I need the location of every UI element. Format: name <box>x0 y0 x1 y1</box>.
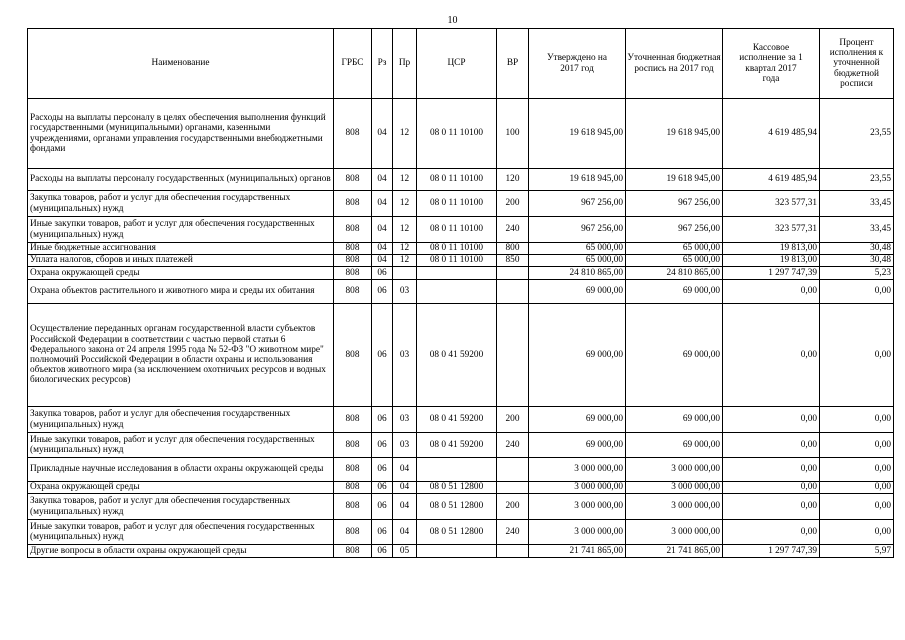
cell-name: Закупка товаров, работ и услуг для обеспечения государственных (муниципальных) нужд <box>28 407 334 433</box>
table-row <box>28 243 894 255</box>
cell-percent: 23,55 <box>820 99 894 169</box>
cell-approved: 3 000 000,00 <box>529 494 626 520</box>
cell-grbs: 808 <box>334 407 372 433</box>
cell-refined: 65 000,00 <box>626 243 723 255</box>
cell-pr: 03 <box>393 433 417 458</box>
cell-name: Другие вопросы в области охраны окружающей среды <box>28 545 334 558</box>
table-row <box>28 458 894 482</box>
cell-approved: 3 000 000,00 <box>529 482 626 494</box>
cell-percent: 23,55 <box>820 169 894 191</box>
cell-percent: 0,00 <box>820 482 894 494</box>
cell-approved: 3 000 000,00 <box>529 520 626 545</box>
cell-percent: 0,00 <box>820 520 894 545</box>
cell-grbs: 808 <box>334 169 372 191</box>
cell-name: Охрана окружающей среды <box>28 482 334 494</box>
table-row <box>28 494 894 520</box>
cell-refined: 967 256,00 <box>626 217 723 243</box>
cell-vr: 120 <box>497 169 529 191</box>
cell-name: Охрана объектов растительного и животного мира и среды их обитания <box>28 280 334 304</box>
cell-name: Иные закупки товаров, работ и услуг для обеспечения государственных (муниципальных) нужд <box>28 433 334 458</box>
cell-vr <box>497 458 529 482</box>
cell-pr: 03 <box>393 280 417 304</box>
cell-rz: 04 <box>372 217 393 243</box>
cell-pr: 12 <box>393 99 417 169</box>
cell-cash: 0,00 <box>723 407 820 433</box>
cell-pr: 05 <box>393 545 417 558</box>
cell-csr: 08 0 41 59200 <box>417 407 497 433</box>
cell-csr: 08 0 51 12800 <box>417 494 497 520</box>
cell-approved: 69 000,00 <box>529 433 626 458</box>
cell-name: Уплата налогов, сборов и иных платежей <box>28 255 334 267</box>
header-vr: ВР <box>497 29 529 99</box>
cell-rz: 04 <box>372 255 393 267</box>
budget-execution-table <box>27 28 894 558</box>
header-csr: ЦСР <box>417 29 497 99</box>
cell-approved: 69 000,00 <box>529 280 626 304</box>
cell-cash: 1 297 747,39 <box>723 545 820 558</box>
header-rz: Рз <box>372 29 393 99</box>
cell-cash: 0,00 <box>723 520 820 545</box>
cell-cash: 0,00 <box>723 304 820 407</box>
cell-vr: 200 <box>497 407 529 433</box>
table-row <box>28 304 894 407</box>
cell-cash: 323 577,31 <box>723 217 820 243</box>
cell-refined: 69 000,00 <box>626 407 723 433</box>
cell-vr <box>497 267 529 280</box>
table-row <box>28 255 894 267</box>
cell-approved: 3 000 000,00 <box>529 458 626 482</box>
cell-percent: 5,97 <box>820 545 894 558</box>
cell-rz: 04 <box>372 169 393 191</box>
cell-refined: 21 741 865,00 <box>626 545 723 558</box>
cell-grbs: 808 <box>334 494 372 520</box>
cell-cash: 4 619 485,94 <box>723 99 820 169</box>
table-row <box>28 191 894 217</box>
cell-csr: 08 0 41 59200 <box>417 304 497 407</box>
cell-name: Иные бюджетные ассигнования <box>28 243 334 255</box>
cell-name: Иные закупки товаров, работ и услуг для обеспечения государственных (муниципальных) нужд <box>28 217 334 243</box>
cell-percent: 30,48 <box>820 243 894 255</box>
cell-grbs: 808 <box>334 267 372 280</box>
cell-refined: 967 256,00 <box>626 191 723 217</box>
cell-percent: 33,45 <box>820 191 894 217</box>
cell-pr <box>393 267 417 280</box>
cell-name: Осуществление переданных органам государственной власти субъектов Российской Федерации в соответствии с частью первой статьи 6 Федерального закона от 24 апреля 1995 года № 52-ФЗ "О животном мире" полномочий Российской Федерации в области охраны и использования объектов животного мира (за исключением охотничьих ресурсов и водных биологических ресурсов) <box>28 304 334 407</box>
cell-vr <box>497 545 529 558</box>
cell-vr: 200 <box>497 494 529 520</box>
table-row <box>28 217 894 243</box>
cell-percent: 0,00 <box>820 304 894 407</box>
cell-refined: 3 000 000,00 <box>626 458 723 482</box>
cell-grbs: 808 <box>334 482 372 494</box>
cell-vr <box>497 304 529 407</box>
cell-grbs: 808 <box>334 304 372 407</box>
cell-csr: 08 0 11 10100 <box>417 99 497 169</box>
cell-approved: 19 618 945,00 <box>529 169 626 191</box>
cell-vr: 240 <box>497 433 529 458</box>
cell-csr: 08 0 41 59200 <box>417 433 497 458</box>
cell-name: Охрана окружающей среды <box>28 267 334 280</box>
cell-pr: 03 <box>393 407 417 433</box>
cell-approved: 967 256,00 <box>529 217 626 243</box>
cell-vr: 200 <box>497 191 529 217</box>
cell-grbs: 808 <box>334 191 372 217</box>
cell-approved: 24 810 865,00 <box>529 267 626 280</box>
table-header-row <box>28 29 894 99</box>
cell-csr: 08 0 51 12800 <box>417 520 497 545</box>
cell-pr: 03 <box>393 304 417 407</box>
cell-pr: 04 <box>393 458 417 482</box>
table-row <box>28 99 894 169</box>
cell-approved: 65 000,00 <box>529 255 626 267</box>
cell-grbs: 808 <box>334 545 372 558</box>
table-row <box>28 280 894 304</box>
cell-vr <box>497 280 529 304</box>
cell-csr: 08 0 51 12800 <box>417 482 497 494</box>
cell-pr: 12 <box>393 217 417 243</box>
cell-cash: 0,00 <box>723 458 820 482</box>
cell-cash: 0,00 <box>723 482 820 494</box>
table-row <box>28 169 894 191</box>
cell-csr: 08 0 11 10100 <box>417 243 497 255</box>
table-body <box>28 99 894 558</box>
cell-cash: 4 619 485,94 <box>723 169 820 191</box>
cell-pr: 12 <box>393 255 417 267</box>
header-grbs: ГРБС <box>334 29 372 99</box>
cell-grbs: 808 <box>334 520 372 545</box>
cell-csr <box>417 458 497 482</box>
cell-approved: 19 618 945,00 <box>529 99 626 169</box>
cell-name: Закупка товаров, работ и услуг для обеспечения государственных (муниципальных) нужд <box>28 494 334 520</box>
header-refined: Уточненная бюджетная роспись на 2017 год <box>626 29 723 99</box>
cell-rz: 06 <box>372 545 393 558</box>
cell-cash: 0,00 <box>723 494 820 520</box>
cell-csr <box>417 267 497 280</box>
cell-vr: 800 <box>497 243 529 255</box>
cell-cash: 1 297 747,39 <box>723 267 820 280</box>
cell-vr: 240 <box>497 520 529 545</box>
table-row <box>28 520 894 545</box>
header-approved: Утверждено на 2017 год <box>529 29 626 99</box>
cell-csr: 08 0 11 10100 <box>417 217 497 243</box>
cell-vr: 240 <box>497 217 529 243</box>
cell-percent: 0,00 <box>820 433 894 458</box>
cell-approved: 69 000,00 <box>529 304 626 407</box>
cell-percent: 33,45 <box>820 217 894 243</box>
cell-rz: 06 <box>372 458 393 482</box>
cell-refined: 19 618 945,00 <box>626 99 723 169</box>
cell-refined: 19 618 945,00 <box>626 169 723 191</box>
cell-name: Иные закупки товаров, работ и услуг для обеспечения государственных (муниципальных) нужд <box>28 520 334 545</box>
cell-grbs: 808 <box>334 433 372 458</box>
cell-approved: 21 741 865,00 <box>529 545 626 558</box>
cell-vr: 850 <box>497 255 529 267</box>
cell-refined: 69 000,00 <box>626 304 723 407</box>
cell-rz: 06 <box>372 407 393 433</box>
cell-refined: 69 000,00 <box>626 280 723 304</box>
cell-cash: 19 813,00 <box>723 255 820 267</box>
cell-refined: 3 000 000,00 <box>626 482 723 494</box>
cell-grbs: 808 <box>334 217 372 243</box>
cell-vr <box>497 482 529 494</box>
cell-approved: 65 000,00 <box>529 243 626 255</box>
cell-cash: 323 577,31 <box>723 191 820 217</box>
table-row <box>28 267 894 280</box>
cell-pr: 12 <box>393 169 417 191</box>
table-row <box>28 482 894 494</box>
table-row <box>28 433 894 458</box>
cell-rz: 04 <box>372 99 393 169</box>
cell-name: Расходы на выплаты персоналу государственных (муниципальных) органов <box>28 169 334 191</box>
header-percent: Процент исполнения к уточненной бюджетной росписи <box>820 29 894 99</box>
cell-cash: 0,00 <box>723 433 820 458</box>
cell-grbs: 808 <box>334 280 372 304</box>
cell-refined: 65 000,00 <box>626 255 723 267</box>
cell-rz: 04 <box>372 243 393 255</box>
cell-rz: 06 <box>372 520 393 545</box>
cell-cash: 19 813,00 <box>723 243 820 255</box>
cell-refined: 24 810 865,00 <box>626 267 723 280</box>
cell-rz: 06 <box>372 433 393 458</box>
cell-percent: 30,48 <box>820 255 894 267</box>
cell-name: Расходы на выплаты персоналу в целях обеспечения выполнения функций государственными (муниципальными) органами, казенными учреждениями, органами управления государственными внебюджетными фондами <box>28 99 334 169</box>
cell-rz: 06 <box>372 482 393 494</box>
cell-percent: 0,00 <box>820 458 894 482</box>
cell-csr: 08 0 11 10100 <box>417 169 497 191</box>
cell-approved: 967 256,00 <box>529 191 626 217</box>
cell-percent: 5,23 <box>820 267 894 280</box>
cell-pr: 04 <box>393 520 417 545</box>
cell-name: Закупка товаров, работ и услуг для обеспечения государственных (муниципальных) нужд <box>28 191 334 217</box>
cell-grbs: 808 <box>334 243 372 255</box>
table-row <box>28 407 894 433</box>
cell-rz: 06 <box>372 267 393 280</box>
cell-percent: 0,00 <box>820 280 894 304</box>
cell-csr <box>417 545 497 558</box>
cell-refined: 3 000 000,00 <box>626 494 723 520</box>
cell-csr: 08 0 11 10100 <box>417 255 497 267</box>
cell-refined: 69 000,00 <box>626 433 723 458</box>
header-cash: Кассовое исполнение за 1 квартал 2017 года <box>723 29 820 99</box>
cell-csr: 08 0 11 10100 <box>417 191 497 217</box>
header-pr: Пр <box>393 29 417 99</box>
cell-pr: 04 <box>393 482 417 494</box>
cell-grbs: 808 <box>334 99 372 169</box>
cell-pr: 04 <box>393 494 417 520</box>
cell-pr: 12 <box>393 243 417 255</box>
cell-rz: 06 <box>372 304 393 407</box>
cell-rz: 04 <box>372 191 393 217</box>
cell-grbs: 808 <box>334 255 372 267</box>
cell-vr: 100 <box>497 99 529 169</box>
cell-rz: 06 <box>372 494 393 520</box>
cell-pr: 12 <box>393 191 417 217</box>
page-number: 10 <box>447 15 458 26</box>
cell-grbs: 808 <box>334 458 372 482</box>
header-name: Наименование <box>28 29 334 99</box>
cell-refined: 3 000 000,00 <box>626 520 723 545</box>
cell-name: Прикладные научные исследования в области охраны окружающей среды <box>28 458 334 482</box>
cell-percent: 0,00 <box>820 407 894 433</box>
cell-csr <box>417 280 497 304</box>
cell-percent: 0,00 <box>820 494 894 520</box>
table-row <box>28 545 894 558</box>
cell-cash: 0,00 <box>723 280 820 304</box>
cell-rz: 06 <box>372 280 393 304</box>
cell-approved: 69 000,00 <box>529 407 626 433</box>
